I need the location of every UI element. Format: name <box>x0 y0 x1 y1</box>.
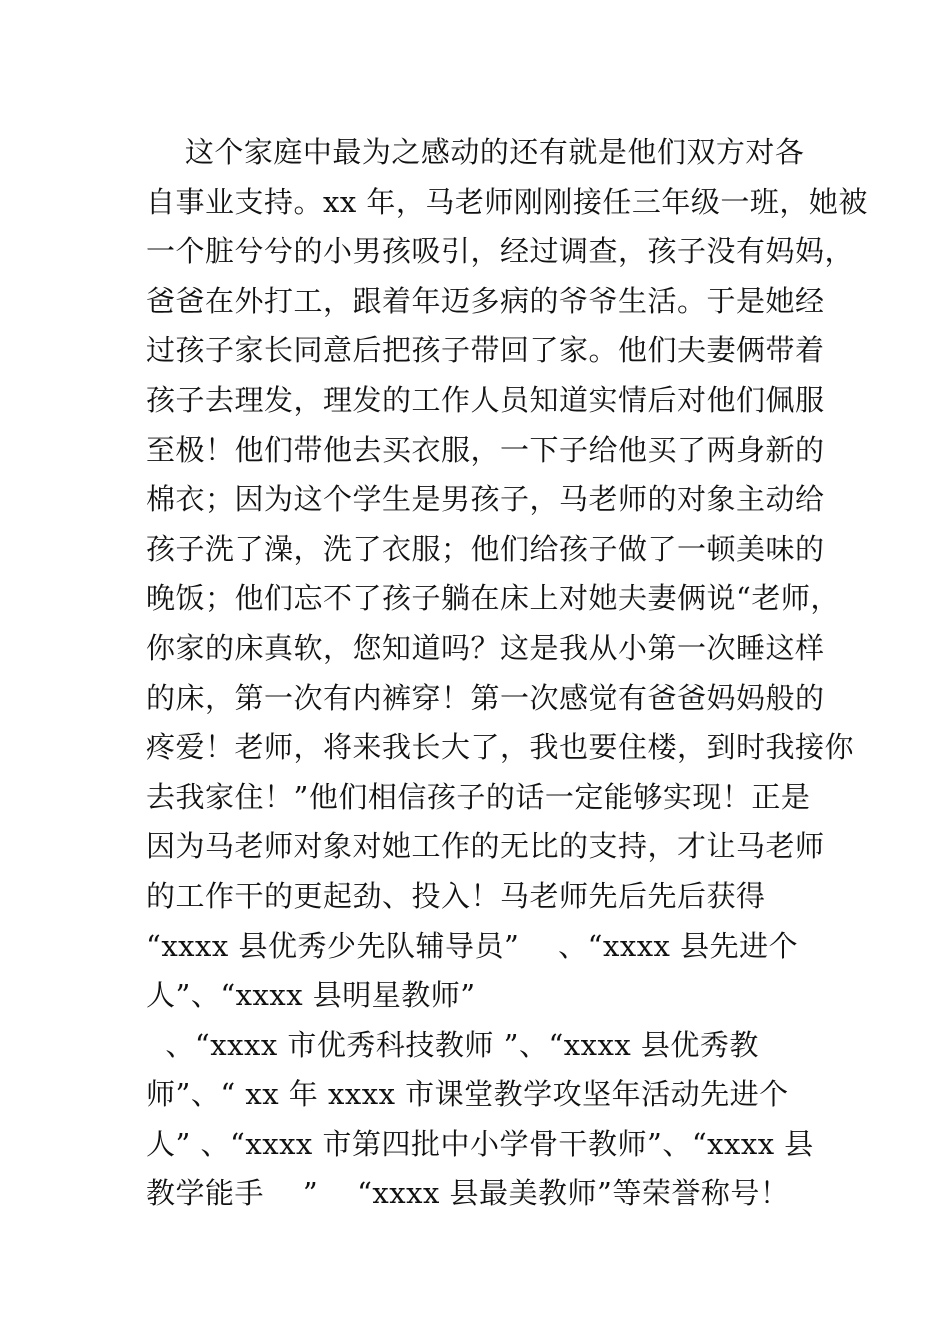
text-line: 至极！他们带他去买衣服，一下子给他买了两身新的 <box>146 432 825 467</box>
text-line: 疼爱！老师，将来我长大了，我也要住楼，到时我接你 <box>146 730 855 765</box>
text-line: 棉衣；因为这个学生是男孩子，马老师的对象主动给 <box>146 482 825 517</box>
text-line: 的床，第一次有内裤穿！第一次感觉有爸爸妈妈般的 <box>146 680 825 715</box>
text-line: 因为马老师对象对她工作的无比的支持，才让马老师 <box>146 829 825 864</box>
text-line: 你家的床真软，您知道吗？这是我从小第一次睡这样 <box>146 630 825 665</box>
text-line: “xxxx 县优秀少先队辅导员” 、“xxxx 县先进个 <box>146 928 799 963</box>
text-line: 晚饭；他们忘不了孩子躺在床上对她夫妻俩说“老师， <box>146 581 840 616</box>
text-line: 、“xxxx 市优秀科技教师 ”、“xxxx 县优秀教 <box>146 1027 759 1062</box>
text-line: 这个家庭中最为之感动的还有就是他们双方对各 <box>146 135 805 169</box>
text-line: 一个脏兮兮的小男孩吸引，经过调查，孩子没有妈妈， <box>146 234 855 269</box>
text-line: 的工作干的更起劲、投入！马老师先后先后获得 <box>146 878 766 913</box>
text-line: 自事业支持。xx 年，马老师刚刚接任三年级一班，她被 <box>146 184 868 219</box>
text-line: 师”、“ xx 年 xxxx 市课堂教学攻坚年活动先进个 <box>146 1077 789 1112</box>
text-line: 去我家住！”他们相信孩子的话一定能够实现！正是 <box>146 779 811 814</box>
text-line: 孩子洗了澡，洗了衣服；他们给孩子做了一顿美味的 <box>146 531 825 566</box>
text-line: 教学能手 ” “xxxx 县最美教师”等荣誉称号！ <box>146 1176 790 1211</box>
text-line: 爸爸在外打工，跟着年迈多病的爷爷生活。于是她经 <box>146 283 825 318</box>
text-line: 过孩子家长同意后把孩子带回了家。他们夫妻俩带着 <box>146 333 825 368</box>
text-line: 人” 、“xxxx 市第四批中小学骨干教师”、“xxxx 县 <box>146 1126 814 1161</box>
body-paragraph <box>146 128 868 1219</box>
text-line: 人”、“xxxx 县明星教师” <box>146 978 476 1013</box>
text-line: 孩子去理发，理发的工作人员知道实情后对他们佩服 <box>146 382 825 417</box>
